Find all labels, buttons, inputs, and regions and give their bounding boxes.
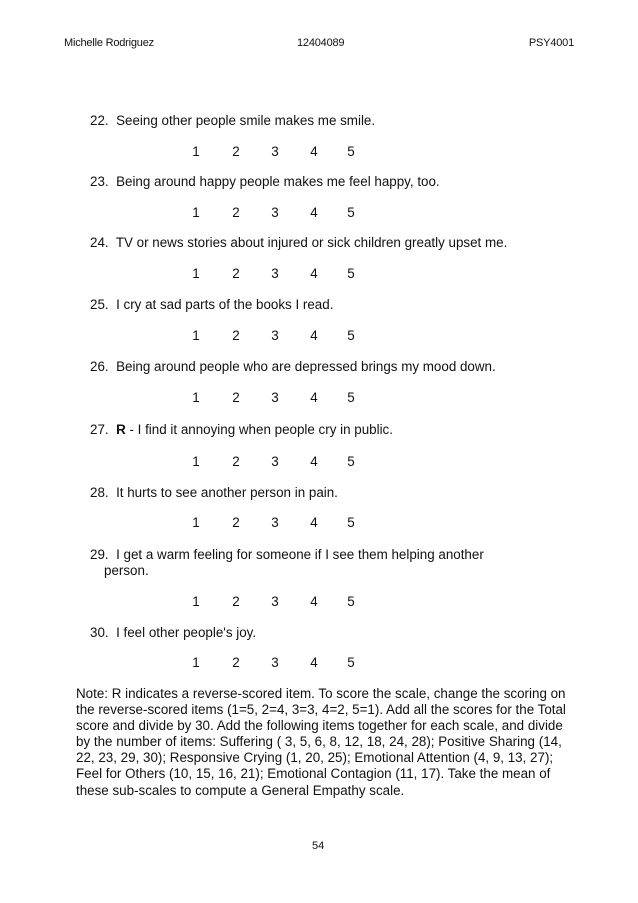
question-number: 27. bbox=[90, 422, 109, 437]
rating-option-1: 1 bbox=[192, 655, 200, 670]
question-text: I get a warm feeling for someone if I see them helping another bbox=[116, 547, 484, 562]
rating-option-3: 3 bbox=[271, 390, 279, 405]
rating-option-1: 1 bbox=[192, 594, 200, 609]
reverse-score-marker: R bbox=[116, 422, 126, 437]
question-text: It hurts to see another person in pain. bbox=[116, 485, 338, 500]
question-number: 22. bbox=[90, 113, 109, 128]
question-text: I feel other people's joy. bbox=[116, 625, 257, 640]
question-number: 25. bbox=[90, 297, 109, 312]
header-student-id: 12404089 bbox=[297, 37, 345, 49]
rating-option-4: 4 bbox=[310, 266, 318, 281]
rating-option-1: 1 bbox=[192, 390, 200, 405]
question-number: 23. bbox=[90, 174, 109, 189]
page-number: 54 bbox=[312, 840, 325, 852]
rating-option-2: 2 bbox=[232, 328, 240, 343]
rating-option-3: 3 bbox=[271, 515, 279, 530]
rating-option-5: 5 bbox=[347, 205, 355, 220]
question-text: - I find it annoying when people cry in public. bbox=[125, 422, 393, 437]
question-25 bbox=[90, 297, 560, 313]
question-29 bbox=[90, 547, 560, 579]
rating-option-1: 1 bbox=[192, 144, 200, 159]
rating-option-5: 5 bbox=[347, 594, 355, 609]
rating-option-3: 3 bbox=[271, 454, 279, 469]
rating-option-4: 4 bbox=[310, 454, 318, 469]
rating-option-2: 2 bbox=[232, 266, 240, 281]
rating-option-4: 4 bbox=[310, 594, 318, 609]
question-text: I cry at sad parts of the books I read. bbox=[116, 297, 334, 312]
rating-option-1: 1 bbox=[192, 454, 200, 469]
rating-option-3: 3 bbox=[271, 594, 279, 609]
question-text: TV or news stories about injured or sick children greatly upset me. bbox=[115, 235, 508, 250]
rating-option-4: 4 bbox=[310, 328, 318, 343]
header-author: Michelle Rodriguez bbox=[64, 37, 154, 49]
question-text: Being around people who are depressed brings my mood down. bbox=[116, 359, 496, 374]
question-28 bbox=[90, 485, 560, 501]
rating-option-3: 3 bbox=[271, 144, 279, 159]
rating-option-3: 3 bbox=[271, 655, 279, 670]
rating-option-2: 2 bbox=[232, 454, 240, 469]
question-text: Seeing other people smile makes me smile. bbox=[116, 113, 376, 128]
rating-option-4: 4 bbox=[310, 144, 318, 159]
rating-option-2: 2 bbox=[232, 390, 240, 405]
rating-option-1: 1 bbox=[192, 205, 200, 220]
scoring-note: Note: R indicates a reverse-scored item. To score the scale, change the scoring on the reverse-scored items (1=5, 2=4, 3=3, 4=2, 5=1). Add all the scores for the Total score and divide by 30. Add the following items together for each scale, and divide by the number of items: Suffering ( 3, 5, 6, 8, 12, 18, 24, 28); Positive Sharing (14, 22, 23, 29, 30); Responsive Crying (1, 20, 25); Emotional Attention (4, 9, 13, 27); Feel for Others (10, 15, 16, 21); Emotional Contagion (11, 17). Take the mean of these sub-scales to compute a General Empathy scale. bbox=[76, 686, 566, 798]
question-30 bbox=[90, 625, 560, 641]
rating-option-1: 1 bbox=[192, 266, 200, 281]
question-26 bbox=[90, 359, 560, 375]
rating-option-5: 5 bbox=[347, 655, 355, 670]
rating-option-3: 3 bbox=[271, 266, 279, 281]
rating-option-3: 3 bbox=[271, 328, 279, 343]
question-24 bbox=[90, 235, 560, 251]
rating-option-5: 5 bbox=[347, 515, 355, 530]
question-text: Being around happy people makes me feel happy, too. bbox=[116, 174, 440, 189]
rating-option-5: 5 bbox=[347, 390, 355, 405]
rating-option-3: 3 bbox=[271, 205, 279, 220]
question-27 bbox=[90, 422, 560, 438]
question-number: 29. bbox=[90, 547, 109, 562]
rating-option-4: 4 bbox=[310, 655, 318, 670]
rating-option-5: 5 bbox=[347, 144, 355, 159]
rating-option-2: 2 bbox=[232, 144, 240, 159]
question-22 bbox=[90, 113, 560, 129]
rating-option-2: 2 bbox=[232, 205, 240, 220]
rating-option-5: 5 bbox=[347, 266, 355, 281]
rating-option-2: 2 bbox=[232, 594, 240, 609]
question-23 bbox=[90, 174, 560, 190]
rating-option-4: 4 bbox=[310, 205, 318, 220]
rating-option-2: 2 bbox=[232, 515, 240, 530]
question-number: 26. bbox=[90, 359, 109, 374]
rating-option-1: 1 bbox=[192, 515, 200, 530]
rating-option-1: 1 bbox=[192, 328, 200, 343]
rating-option-4: 4 bbox=[310, 390, 318, 405]
rating-option-5: 5 bbox=[347, 328, 355, 343]
question-number: 30. bbox=[90, 625, 109, 640]
rating-option-5: 5 bbox=[347, 454, 355, 469]
question-text-continuation: person. bbox=[104, 563, 149, 578]
question-number: 24. bbox=[90, 235, 109, 250]
question-number: 28. bbox=[90, 485, 109, 500]
rating-option-4: 4 bbox=[310, 515, 318, 530]
rating-option-2: 2 bbox=[232, 655, 240, 670]
header-course: PSY4001 bbox=[528, 37, 574, 49]
